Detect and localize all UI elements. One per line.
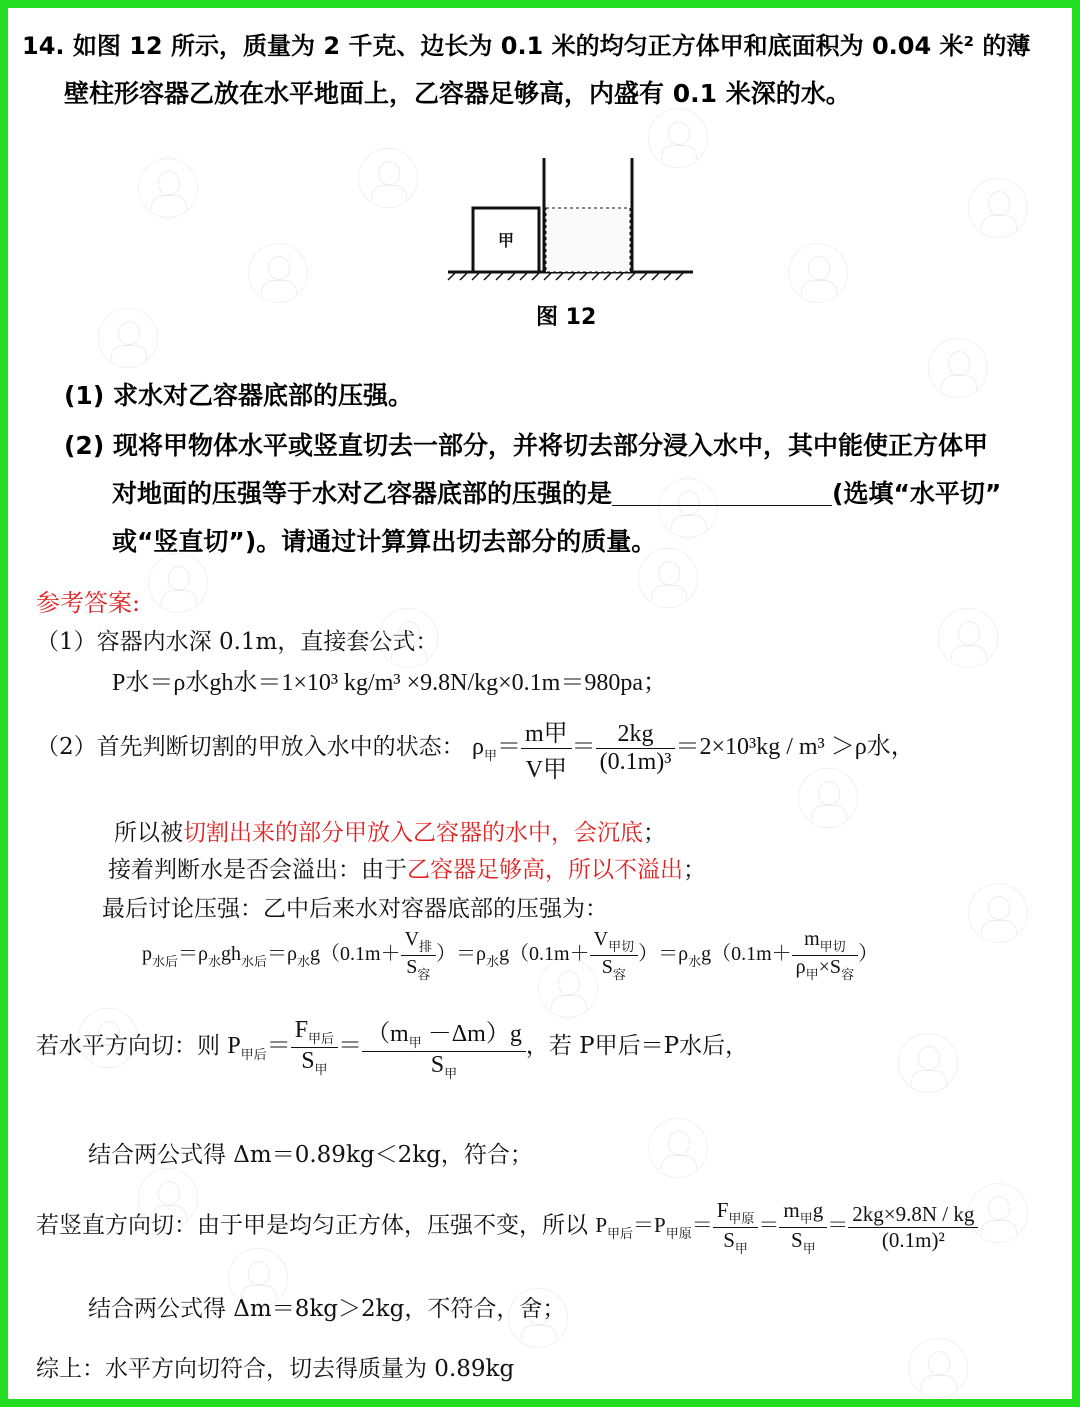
question-line-1: 14. 如图 12 所示，质量为 2 千克、边长为 0.1 米的均匀正方体甲和底面积为 0.04 米² 的薄 — [22, 32, 1031, 60]
container-water — [546, 208, 630, 272]
overflow-suffix: ； — [683, 857, 706, 883]
density-formula: $\rho_甲=$ $\frac{\text{m甲}}{\text{V甲}}$ ＝ $\frac{2kg}{\text{(0.1m)³}}$ ＝2×10³kg / m³ ＞ρ水， — [472, 734, 915, 760]
answer-2-line — [36, 713, 915, 784]
density-numerator-2: 2kg — [617, 721, 654, 747]
watermark-avatar-icon — [148, 553, 208, 613]
horizontal-cut-line — [36, 1013, 748, 1082]
figure-caption: 图 12 — [536, 305, 597, 330]
watermark-avatar-icon — [138, 158, 198, 218]
conclusion: 综上：水平方向切符合，切去得质量为 0.89kg — [36, 1356, 515, 1382]
density-denominator-2: (0.1m)³ — [596, 748, 676, 776]
horizontal-cut-result: 结合两公式得 Δm＝0.89kg＜2kg，符合； — [88, 1142, 533, 1168]
question-part-2-line-2 — [112, 474, 1001, 510]
vertical-cut-result: 结合两公式得 Δm＝8kg＞2kg，不符合，舍； — [88, 1296, 566, 1322]
vertical-cut-line — [36, 1198, 978, 1257]
pressure-formula: $p_{水后}=\rho_水gh_{水后}=\rho_水g(0.1m+$ $\frac{V_排}{S_容}$ ）$=\rho_水g(0.1m+$ $\frac{V_{甲切}}{S_容}$ ）$=\rho_水g(0.1m+$ $\frac{m_{甲切}}{\rho_甲\times S_容}$ ） — [142, 928, 879, 983]
watermark-avatar-icon — [788, 243, 848, 303]
horizontal-cut-prefix: 若水平方向切：则 — [36, 1033, 220, 1060]
watermark-avatar-icon — [938, 608, 998, 668]
vertical-cut-formula: $P_{甲后}=P_{甲原}=$ $\frac{F_{甲原}}{S_甲}$ ＝ $\frac{m_甲g}{S_甲}$ ＝ $\frac{2kg\times 9.8N / kg}{\text{(0.1m)²}}$ — [595, 1213, 978, 1237]
watermark-avatar-icon — [968, 883, 1028, 943]
density-result: ＝2×10³kg / m³ ＞ρ水， — [675, 734, 915, 761]
sink-suffix: ； — [643, 820, 666, 846]
question-line-2: 壁柱形容器乙放在水平地面上，乙容器足够高，内盛有 0.1 米深的水。 — [64, 79, 851, 108]
watermark-avatar-icon — [968, 178, 1028, 238]
figure-12-diagram — [438, 148, 708, 288]
watermark-avatar-icon — [358, 148, 418, 208]
question-part-2-line-1: (2) 现将甲物体水平或竖直切去一部分，并将切去部分浸入水中，其中能使正方体甲 — [64, 431, 988, 460]
watermark-avatar-icon — [928, 338, 988, 398]
answer-heading: 参考答案: — [36, 589, 141, 617]
question-part-2-text: 对地面的压强等于水对乙容器底部的压强的是 — [112, 479, 613, 508]
sink-line — [114, 814, 666, 847]
vertical-cut-prefix: 若竖直方向切：由于甲是均匀正方体，压强不变，所以 — [36, 1212, 588, 1239]
watermark-avatar-icon — [898, 1033, 958, 1093]
sink-prefix: 所以被 — [114, 820, 183, 846]
horizontal-cut-formula: $P_{甲后}=$ $\frac{F_{甲后}}{S_甲}$ ＝ $\frac{(m_甲 -\Delta m)g}{S_甲}$ — [227, 1033, 526, 1059]
overflow-line — [108, 851, 706, 884]
question-part-2-line-3: 或“竖直切”)。请通过计算算出切去部分的质量。 — [112, 527, 657, 556]
density-denominator-1: V甲 — [521, 748, 572, 784]
density-numerator-1: m甲 — [524, 721, 568, 747]
question-part-2-options: (选填“水平切” — [832, 479, 1002, 508]
question-part-1: (1) 求水对乙容器底部的压强。 — [64, 381, 413, 410]
watermark-avatar-icon — [648, 1118, 708, 1178]
pressure-text: 最后讨论压强：乙中后来水对容器底部的压强为： — [102, 896, 608, 922]
answer-blank[interactable] — [612, 481, 832, 506]
watermark-avatar-icon — [248, 243, 308, 303]
answer-2-text: （2）首先判断切割的甲放入水中的状态： — [36, 734, 465, 761]
answer-1-text: （1）容器内水深 0.1m，直接套公式： — [36, 629, 439, 655]
overflow-highlight: 乙容器足够高，所以不溢出 — [407, 857, 683, 883]
sink-highlight: 切割出来的部分甲放入乙容器的水中，会沉底 — [183, 820, 643, 846]
horizontal-cut-suffix: ，若 P甲后＝P水后， — [525, 1033, 749, 1060]
watermark-avatar-icon — [908, 1338, 968, 1398]
answer-1-formula: P水＝ρ水gh水＝1×10³ kg/m³ ×9.8N/kg×0.1m＝980pa； — [112, 670, 667, 696]
watermark-avatar-icon — [98, 308, 158, 368]
cube-label: 甲 — [497, 231, 515, 250]
overflow-prefix: 接着判断水是否会溢出：由于 — [108, 857, 407, 883]
